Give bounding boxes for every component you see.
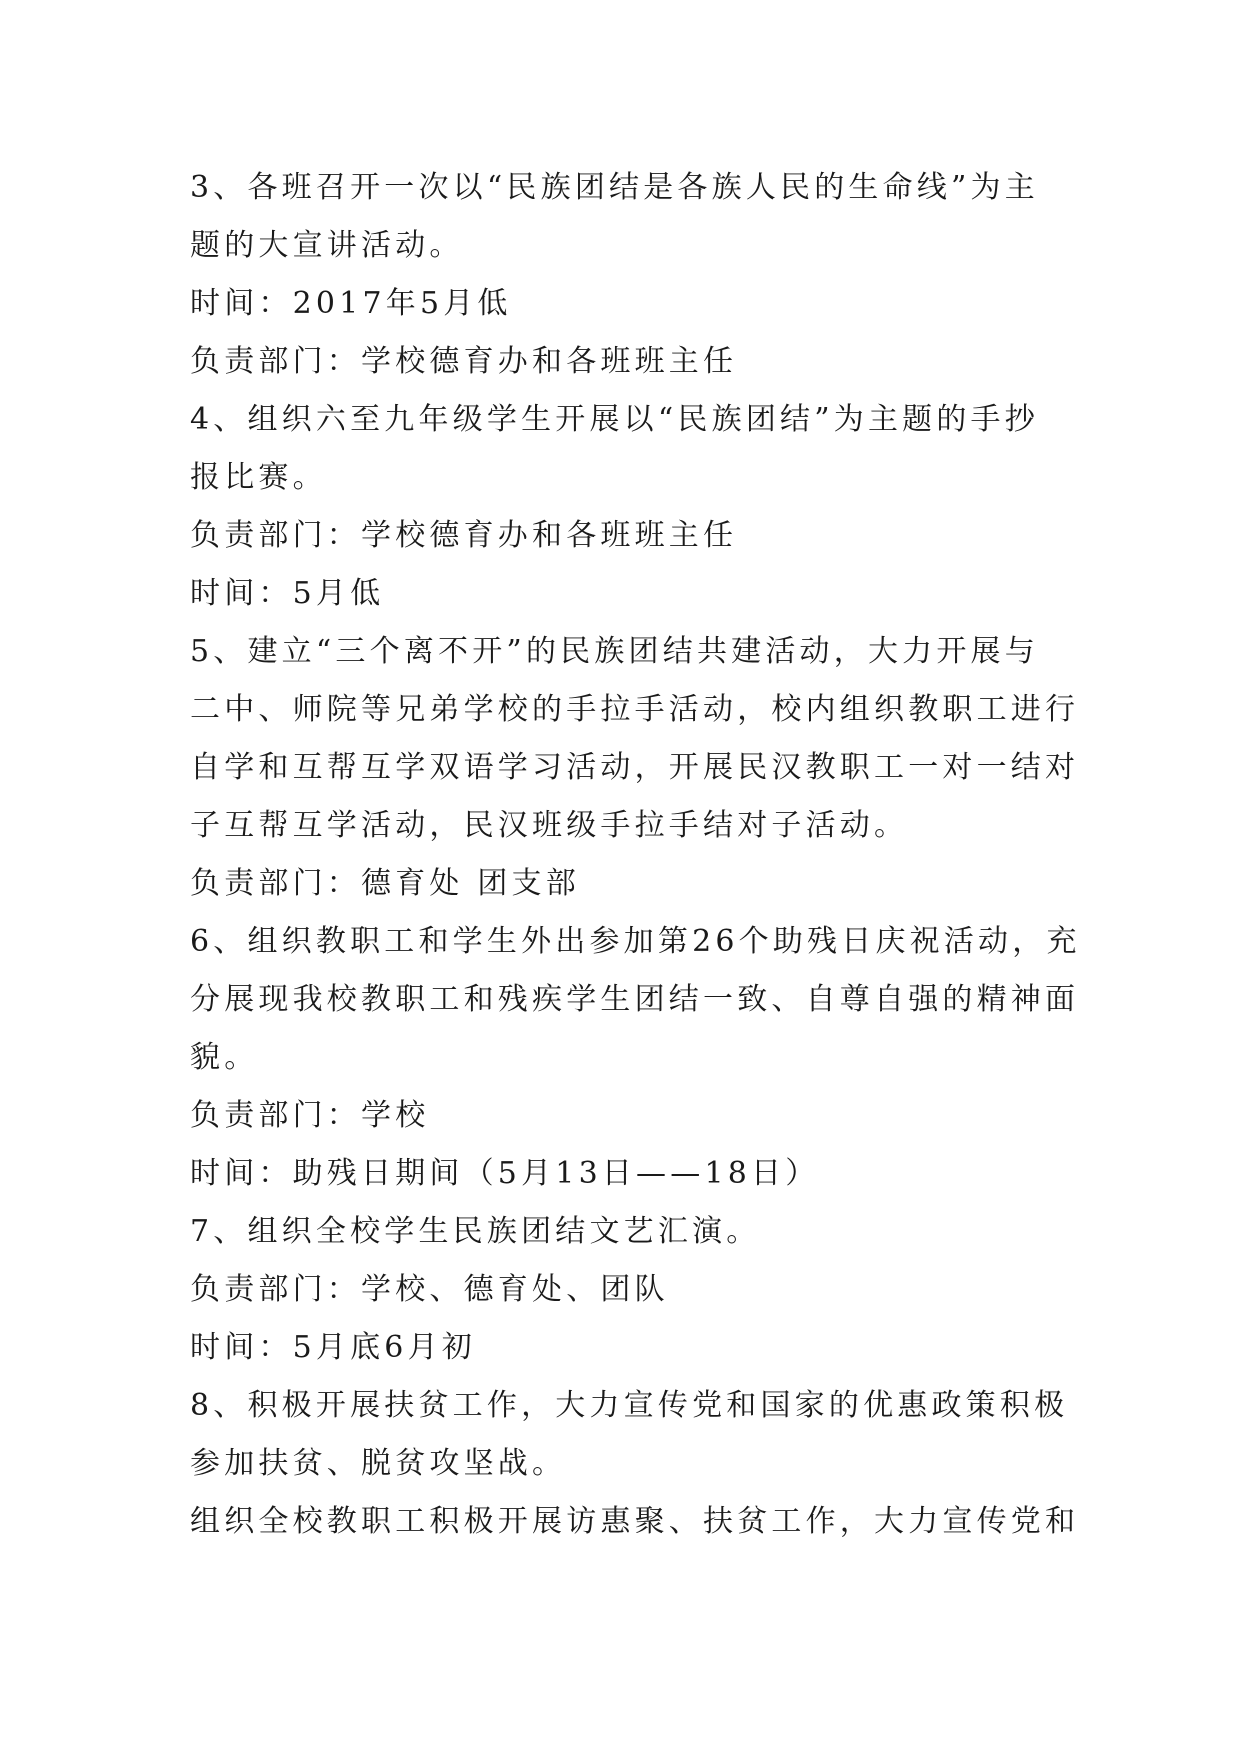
text-line: 负责部门：德育处 团支部 [190,866,580,901]
text-line: 5、建立“三个离不开”的民族团结共建活动，大力开展与 [190,634,1039,669]
text-line: 题的大宣讲活动。 [190,228,464,263]
text-line: 8、积极开展扶贫工作，大力宣传党和国家的优惠政策积极 [190,1388,1069,1423]
text-line: 时间：5月低 [190,576,385,611]
text-line: 负责部门：学校 [190,1098,430,1133]
text-line: 6、组织教职工和学生外出参加第26个助残日庆祝活动，充 [190,924,1081,959]
document-body [190,159,1081,1551]
text-line: 负责部门：学校德育办和各班班主任 [190,344,738,379]
text-line: 二中、师院等兄弟学校的手拉手活动，校内组织教职工进行 [190,692,1080,727]
text-line: 组织全校教职工积极开展访惠聚、扶贫工作，大力宣传党和 [190,1504,1080,1539]
text-line: 3、各班召开一次以“民族团结是各族人民的生命线”为主 [190,170,1039,205]
text-line: 参加扶贫、脱贫攻坚战。 [190,1446,567,1481]
text-line: 子互帮互学活动，民汉班级手拉手结对子活动。 [190,808,909,843]
text-line: 时间：助残日期间（5月13日——18日） [190,1156,820,1191]
text-line: 负责部门：学校、德育处、团队 [190,1272,669,1307]
text-line: 时间：2017年5月低 [190,286,512,321]
text-line: 7、组织全校学生民族团结文艺汇演。 [190,1214,761,1249]
text-line: 4、组织六至九年级学生开展以“民族团结”为主题的手抄 [190,402,1039,437]
text-line: 自学和互帮互学双语学习活动，开展民汉教职工一对一结对 [190,750,1080,785]
text-line: 负责部门：学校德育办和各班班主任 [190,518,738,553]
text-line: 报比赛。 [190,460,327,495]
text-line: 貌。 [190,1040,259,1075]
text-line: 分展现我校教职工和残疾学生团结一致、自尊自强的精神面 [190,982,1080,1017]
text-line: 时间：5月底6月初 [190,1330,476,1365]
